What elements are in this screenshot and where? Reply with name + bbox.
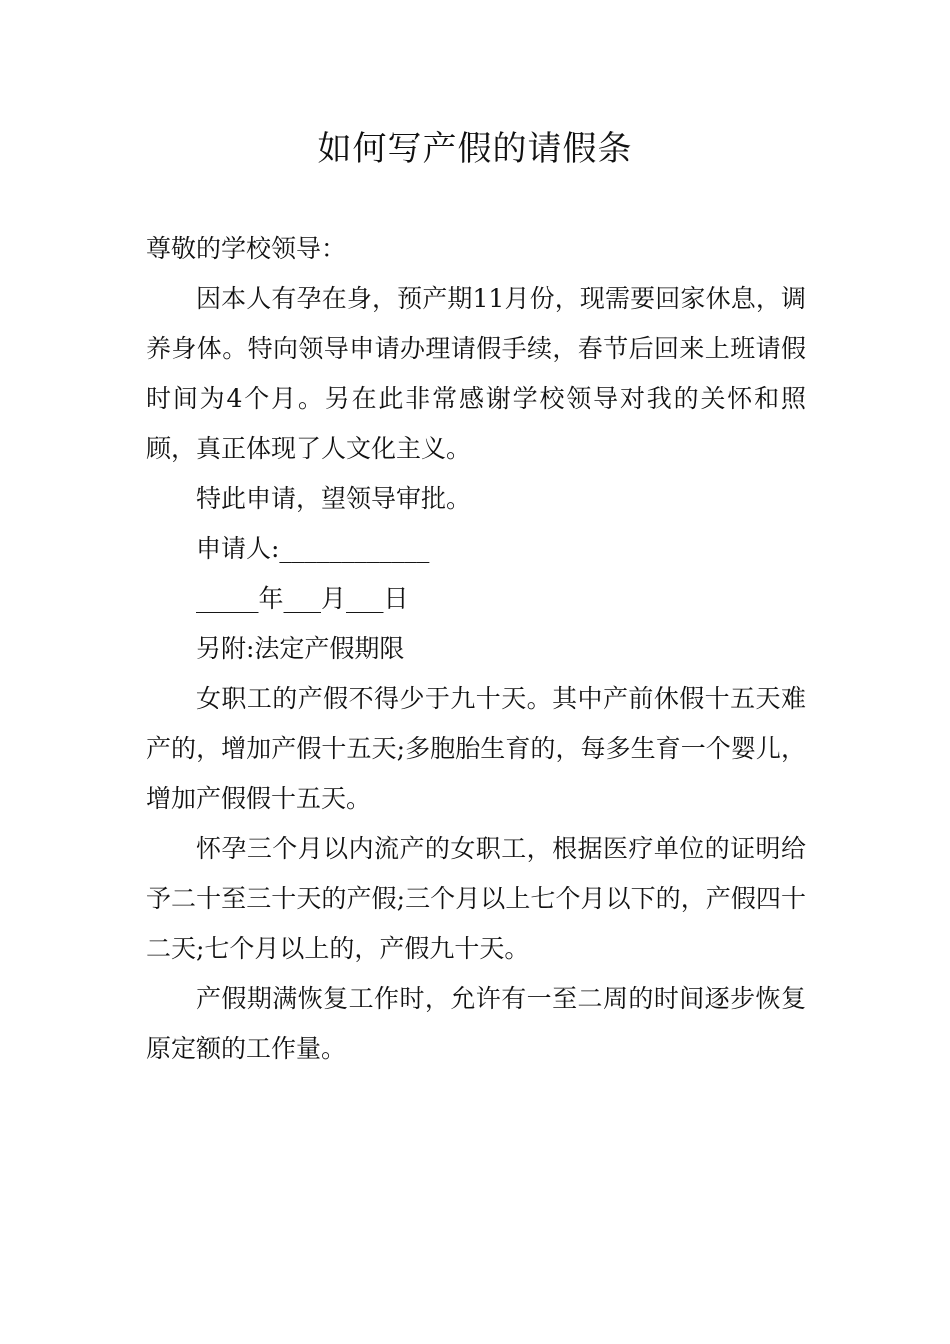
applicant-line: 申请人:____________ (196, 534, 430, 563)
appendix-paragraph: 产假期满恢复工作时，允许有一至二周的时间逐步恢复原定额的工作量。 (146, 984, 806, 1063)
document-title: 如何写产假的请假条 (317, 129, 633, 169)
appendix-paragraph: 怀孕三个月以内流产的女职工，根据医疗单位的证明给予二十至三十天的产假;三个月以上七个月以下的，产假四十二天;七个月以上的，产假九十天。 (146, 834, 806, 963)
salutation: 尊敬的学校领导： (146, 234, 347, 263)
request-paragraph: 因本人有孕在身，预产期11月份，现需要回家休息，调养身体。特向领导申请办理请假手续，春节后回来上班请假时间为4个月。另在此非常感谢学校领导对我的关怀和照顾，真正体现了人文化主义。 (146, 284, 806, 463)
document-body (146, 224, 806, 1074)
approval-request: 特此申请，望领导审批。 (196, 484, 472, 513)
date-line: _____年___月___日 (196, 584, 409, 613)
appendix-heading: 另附:法定产假期限 (196, 634, 405, 663)
appendix-paragraph: 女职工的产假不得少于九十天。其中产前休假十五天难产的，增加产假十五天;多胞胎生育的，每多生育一个婴儿，增加产假假十五天。 (146, 684, 806, 813)
